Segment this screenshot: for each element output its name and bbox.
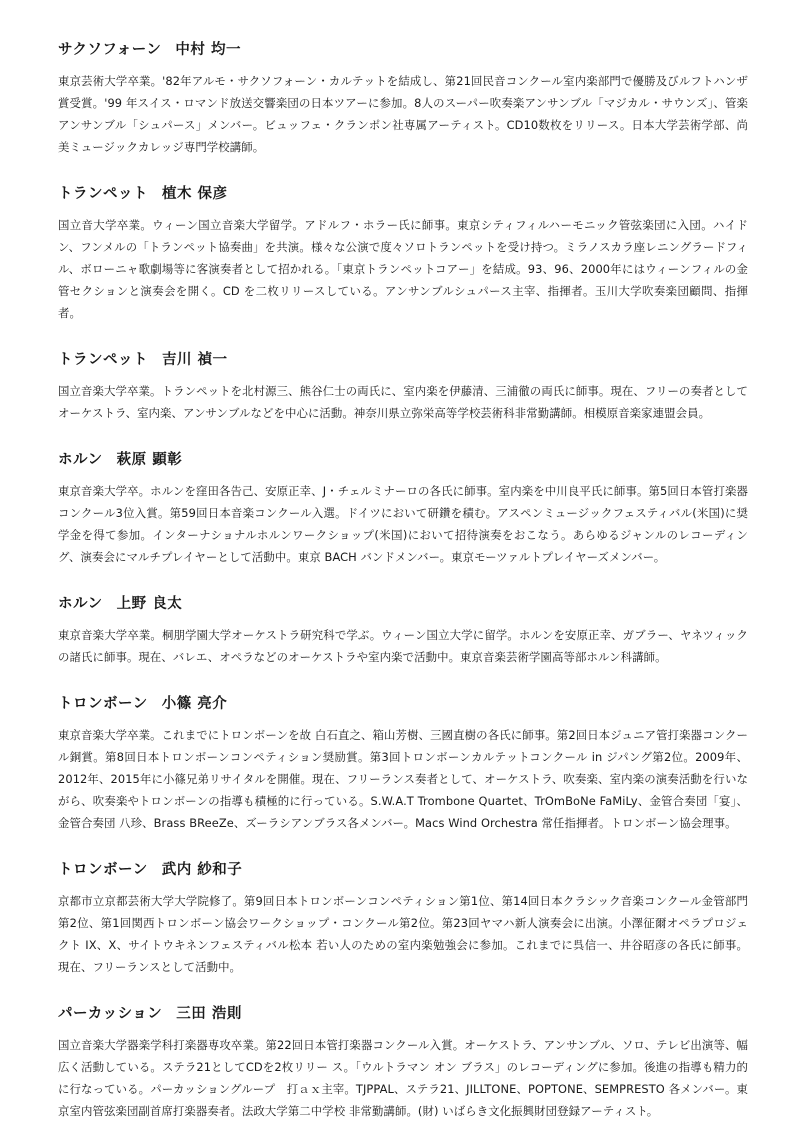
profile-heading [58,350,748,370]
profile-bio: 東京音楽大学卒業。桐朋学園大学オーケストラ研究科で学ぶ。ウィーン国立大学に留学。ホルンを安原正幸、ガブラー、ヤネツィックの諸氏に師事。現在、バレエ、オペラなどのオーケストラや室内楽で活動中。東京音楽芸術学園高等部ホルン科講師。 [58,628,748,664]
performer-name: 小篠 亮介 [161,696,228,712]
profile-heading [58,184,748,204]
profile-entry [58,350,748,424]
instrument-label: トランペット [58,186,148,202]
profile-heading [58,694,748,714]
profile-heading [58,450,748,470]
profile-bio: 東京音楽大学卒業。これまでにトロンボーンを故 白石直之、箱山芳樹、三國直樹の各氏に師事。第2回日本ジュニア管打楽器コンクール銅賞。第8回日本トロンボーンコンペティション奨励賞。第3回トロンボーンカルテットコンクール in ジパング第2位。2009年、2012年、2015年に小篠兄弟リサイタルを開催。現在、フリーランス奏者として、オーケストラ、吹奏楽、室内楽の演奏活動を行いながら、吹奏楽やトロンボーンの指導も積極的に行っている。S.W.A.T Trombone Quartet、TrOmBoNe FaMiLy、金管合奏団「宴」、金管合奏団 八珍、Brass BReeZe、ズーラシアンブラス各メンバー。Macs Wind Orchestra 常任指揮者。トロンボーン協会理事。 [58,728,748,830]
profile-entry [58,860,748,978]
profile-entry [58,450,748,568]
profile-entry [58,694,748,834]
performer-name: 上野 良太 [116,596,183,612]
performer-name: 吉川 禎一 [162,352,228,368]
profile-heading [58,1004,748,1024]
performer-name: 武内 紗和子 [161,862,243,878]
instrument-label: パーカッション [58,1006,163,1022]
performer-name: 萩原 顕彰 [116,452,183,468]
profile-entry [58,40,748,158]
instrument-label: ホルン [58,596,103,612]
instrument-label: トロンボーン [58,696,148,712]
performer-name: 中村 均一 [175,42,241,58]
instrument-label: トランペット [58,352,148,368]
profile-bio: 東京音楽大学卒。ホルンを窪田各告己、安原正幸、J・チェルミナーロの各氏に師事。室内楽を中川良平氏に師事。第5回日本管打楽器コンクール3位入賞。第59回日本音楽コンクール入選。ドイツにおいて研鑽を積む。アスペンミュージックフェスティバル(米国)に奨学金を得て参加。インターナショナルホルンワークショップ(米国)において招待演奏をおこなう。あらゆるジャンルのレコーディング、演奏会にマルチプレイヤーとして活動中。東京 BACH バンドメンバー。東京モーツァルトプレイヤーズメンバー。 [58,484,748,564]
profile-entry [58,594,748,668]
instrument-label: ホルン [58,452,103,468]
profile-bio: 京都市立京都芸術大学大学院修了。第9回日本トロンボーンコンペティション第1位、第14回日本クラシック音楽コンクール金管部門第2位、第1回関西トロンボーン協会ワークショップ・コンクール第2位。第23回ヤマハ新人演奏会に出演。小澤征爾オペラプロジェクト IX、X、サイトウキネンフェスティバル松本 若い人のための室内楽勉強会に参加。これまでに呉信一、井谷昭彦の各氏に師事。現在、フリーランスとして活動中。 [58,894,748,974]
profile-heading [58,860,748,880]
instrument-label: サクソフォーン [58,42,162,58]
performer-name: 三田 浩則 [176,1006,242,1022]
instrument-label: トロンボーン [58,862,148,878]
profile-bio: 国立音大学卒業。ウィーン国立音楽大学留学。アドルフ・ホラー氏に師事。東京シティフィルハーモニック管弦楽団に入団。ハイドン、フンメルの「トランペット協奏曲」を共演。様々な公演で度々ソロトランペットを受け持つ。ミラノスカラ座レニングラードフィル、ボローニャ歌劇場等に客演奏者として招かれる。「東京トランペットコアー」を結成。93、96、2000年にはウィーンフィルの金管セクションと演奏会を開く。CD を二枚リリースしている。アンサンブルシュパース主宰、指揮者。玉川大学吹奏楽団顧問、指揮者。 [58,218,748,320]
profile-heading [58,40,748,60]
profile-entry [58,184,748,324]
profile-heading [58,594,748,614]
performer-name: 植木 保彦 [162,186,228,202]
profile-entry [58,1004,748,1122]
profile-list [58,40,748,1148]
profile-bio: 国立音楽大学卒業。トランペットを北村源三、熊谷仁士の両氏に、室内楽を伊藤清、三浦徹の両氏に師事。現在、フリーの奏者としてオーケストラ、室内楽、アンサンブルなどを中心に活動。神奈川県立弥栄高等学校芸術科非常勤講師。相模原音楽家連盟会員。 [58,384,748,420]
profile-bio: 国立音楽大学器楽学科打楽器専攻卒業。第22回日本管打楽器コンクール入賞。オーケストラ、アンサンブル、ソロ、テレビ出演等、幅広く活動している。ステラ21としてCDを2枚リリー ス。「ウルトラマン オン ブラス」のレコーディングに参加。後進の指導も精力的に行なっている。パーカッショングループ 打ａｘ主宰。TJPPAL、ステラ21、JILLTONE、POPTONE、SEMPRESTO 各メンバー。東京室内管弦楽団副首席打楽器奏者。法政大学第二中学校 非常勤講師。(財) いばらき文化振興財団登録アーティスト。 [58,1038,748,1118]
profile-bio: 東京芸術大学卒業。'82年アルモ・サクソフォーン・カルテットを結成し、第21回民音コンクール室内楽部門で優勝及びルフトハンザ賞受賞。'99 年スイス・ロマンド放送交響楽団の日本ツアーに参加。8人のスーパー吹奏楽アンサンブル「マジカル・サウンズ」、管楽アンサンブル「シュパース」メンバー。ビュッフェ・クランポン社専属アーティスト。CD10数枚をリリース。日本大学芸術学部、尚美ミュージックカレッジ専門学校講師。 [58,74,748,154]
